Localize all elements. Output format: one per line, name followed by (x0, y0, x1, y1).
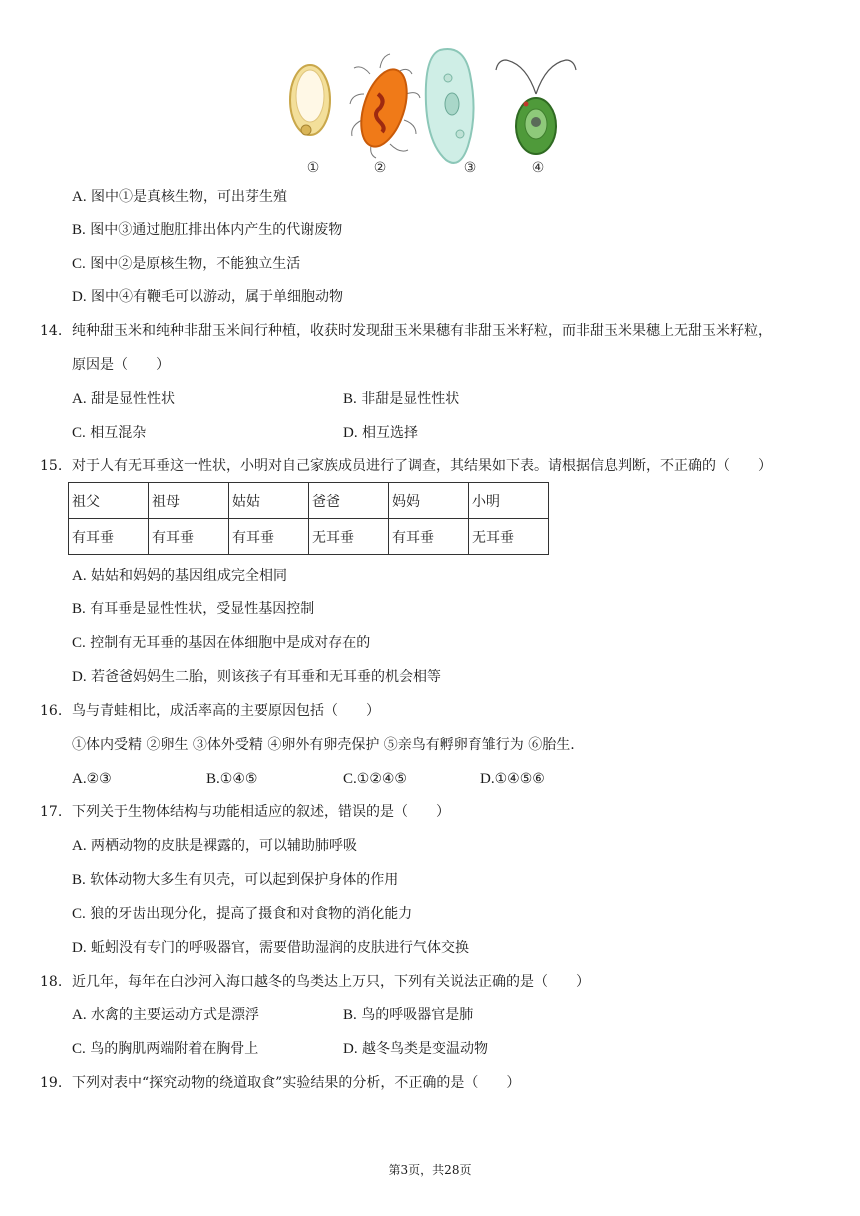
q18-stem: 近几年，每年在白沙河入海口越冬的鸟类达上万只，下列有关说法正确的是（ ） (72, 974, 590, 990)
q18-option-a: A. 水禽的主要运动方式是漂浮 (72, 1007, 260, 1023)
chlamydomonas-image (496, 60, 576, 154)
q19-number: 19. (40, 1075, 63, 1091)
q18-option-c: C. 鸟的胸肌两端附着在胸骨上 (72, 1041, 259, 1057)
table-cell: 无耳垂 (469, 519, 549, 555)
q17-number: 17. (40, 804, 63, 820)
figure-label-1: ① (306, 160, 320, 176)
table-header-cell: 爸爸 (309, 483, 389, 519)
table-header-cell: 妈妈 (389, 483, 469, 519)
q15-number: 15. (40, 458, 63, 474)
bacterium-image (350, 54, 420, 158)
q14-option-d: D. 相互选择 (343, 425, 419, 441)
page-footer: 第3页，共28页 (388, 1163, 472, 1177)
family-survey-table (68, 482, 549, 555)
q15-option-c: C. 控制有无耳垂的基因在体细胞中是成对存在的 (72, 635, 371, 651)
q18-option-b: B. 鸟的呼吸器官是肺 (343, 1007, 474, 1023)
q16-number: 16. (40, 703, 63, 719)
table-cell: 有耳垂 (389, 519, 469, 555)
figure-label-3: ③ (463, 160, 477, 176)
q13-option-a: A. 图中①是真核生物，可出芽生殖 (72, 189, 288, 205)
q18-option-d: D. 越冬鸟类是变温动物 (343, 1041, 489, 1057)
q16-option-d: D.①④⑤⑥ (480, 771, 545, 787)
q13-option-d: D. 图中④有鞭毛可以游动，属于单细胞动物 (72, 289, 344, 305)
table-cell: 无耳垂 (309, 519, 389, 555)
q13-option-c: C. 图中②是原核生物，不能独立生活 (72, 256, 301, 272)
figure-label-2: ② (373, 160, 387, 176)
figure-label-4: ④ (531, 160, 545, 176)
yeast-cell-image (290, 65, 330, 135)
q17-stem: 下列关于生物体结构与功能相适应的叙述，错误的是（ ） (72, 804, 450, 820)
q14-stem-line1: 纯种甜玉米和纯种非甜玉米间行种植，收获时发现甜玉米果穗有非甜玉米籽粒，而非甜玉米果穗上无甜玉米籽粒， (72, 323, 772, 339)
q14-stem-line2: 原因是（ ） (72, 357, 170, 373)
table-header-cell: 祖母 (149, 483, 229, 519)
q15-option-a: A. 姑姑和妈妈的基因组成完全相同 (72, 568, 288, 584)
q16-stem: 鸟与青蛙相比，成活率高的主要原因包括（ ） (72, 703, 380, 719)
q17-option-a: A. 两栖动物的皮肤是裸露的，可以辅助肺呼吸 (72, 838, 358, 854)
paramecium-image (426, 49, 474, 163)
q16-option-a: A.②③ (72, 771, 112, 787)
q17-option-c: C. 狼的牙齿出现分化，提高了摄食和对食物的消化能力 (72, 906, 413, 922)
q15-stem: 对于人有无耳垂这一性状，小明对自己家族成员进行了调查，其结果如下表。请根据信息判断，不正确的（ ） (72, 458, 772, 474)
table-row (69, 519, 549, 555)
q17-option-d: D. 蚯蚓没有专门的呼吸器官，需要借助湿润的皮肤进行气体交换 (72, 940, 470, 956)
table-cell: 有耳垂 (229, 519, 309, 555)
q15-option-d: D. 若爸爸妈妈生二胎，则该孩子有耳垂和无耳垂的机会相等 (72, 669, 442, 685)
q14-option-b: B. 非甜是显性性状 (343, 391, 460, 407)
table-header-cell: 小明 (469, 483, 549, 519)
q16-option-c: C.①②④⑤ (343, 771, 407, 787)
q14-number: 14. (40, 323, 63, 339)
q16-choices-line: ①体内受精 ②卵生 ③体外受精 ④卵外有卵壳保护 ⑤亲鸟有孵卵育雏行为 ⑥胎生. (72, 737, 575, 753)
table-header-cell: 姑姑 (229, 483, 309, 519)
microorganism-figure (280, 42, 590, 178)
table-row (69, 483, 549, 519)
q18-number: 18. (40, 974, 63, 990)
q13-option-b: B. 图中③通过胞肛排出体内产生的代谢废物 (72, 222, 343, 238)
q14-option-c: C. 相互混杂 (72, 425, 147, 441)
q14-option-a: A. 甜是显性性状 (72, 391, 176, 407)
table-cell: 有耳垂 (69, 519, 149, 555)
q16-option-b: B.①④⑤ (206, 771, 258, 787)
q17-option-b: B. 软体动物大多生有贝壳，可以起到保护身体的作用 (72, 872, 399, 888)
q19-stem: 下列对表中“探究动物的绕道取食”实验结果的分析，不正确的是（ ） (72, 1075, 521, 1091)
q15-option-b: B. 有耳垂是显性性状，受显性基因控制 (72, 601, 315, 617)
table-cell: 有耳垂 (149, 519, 229, 555)
table-header-cell: 祖父 (69, 483, 149, 519)
